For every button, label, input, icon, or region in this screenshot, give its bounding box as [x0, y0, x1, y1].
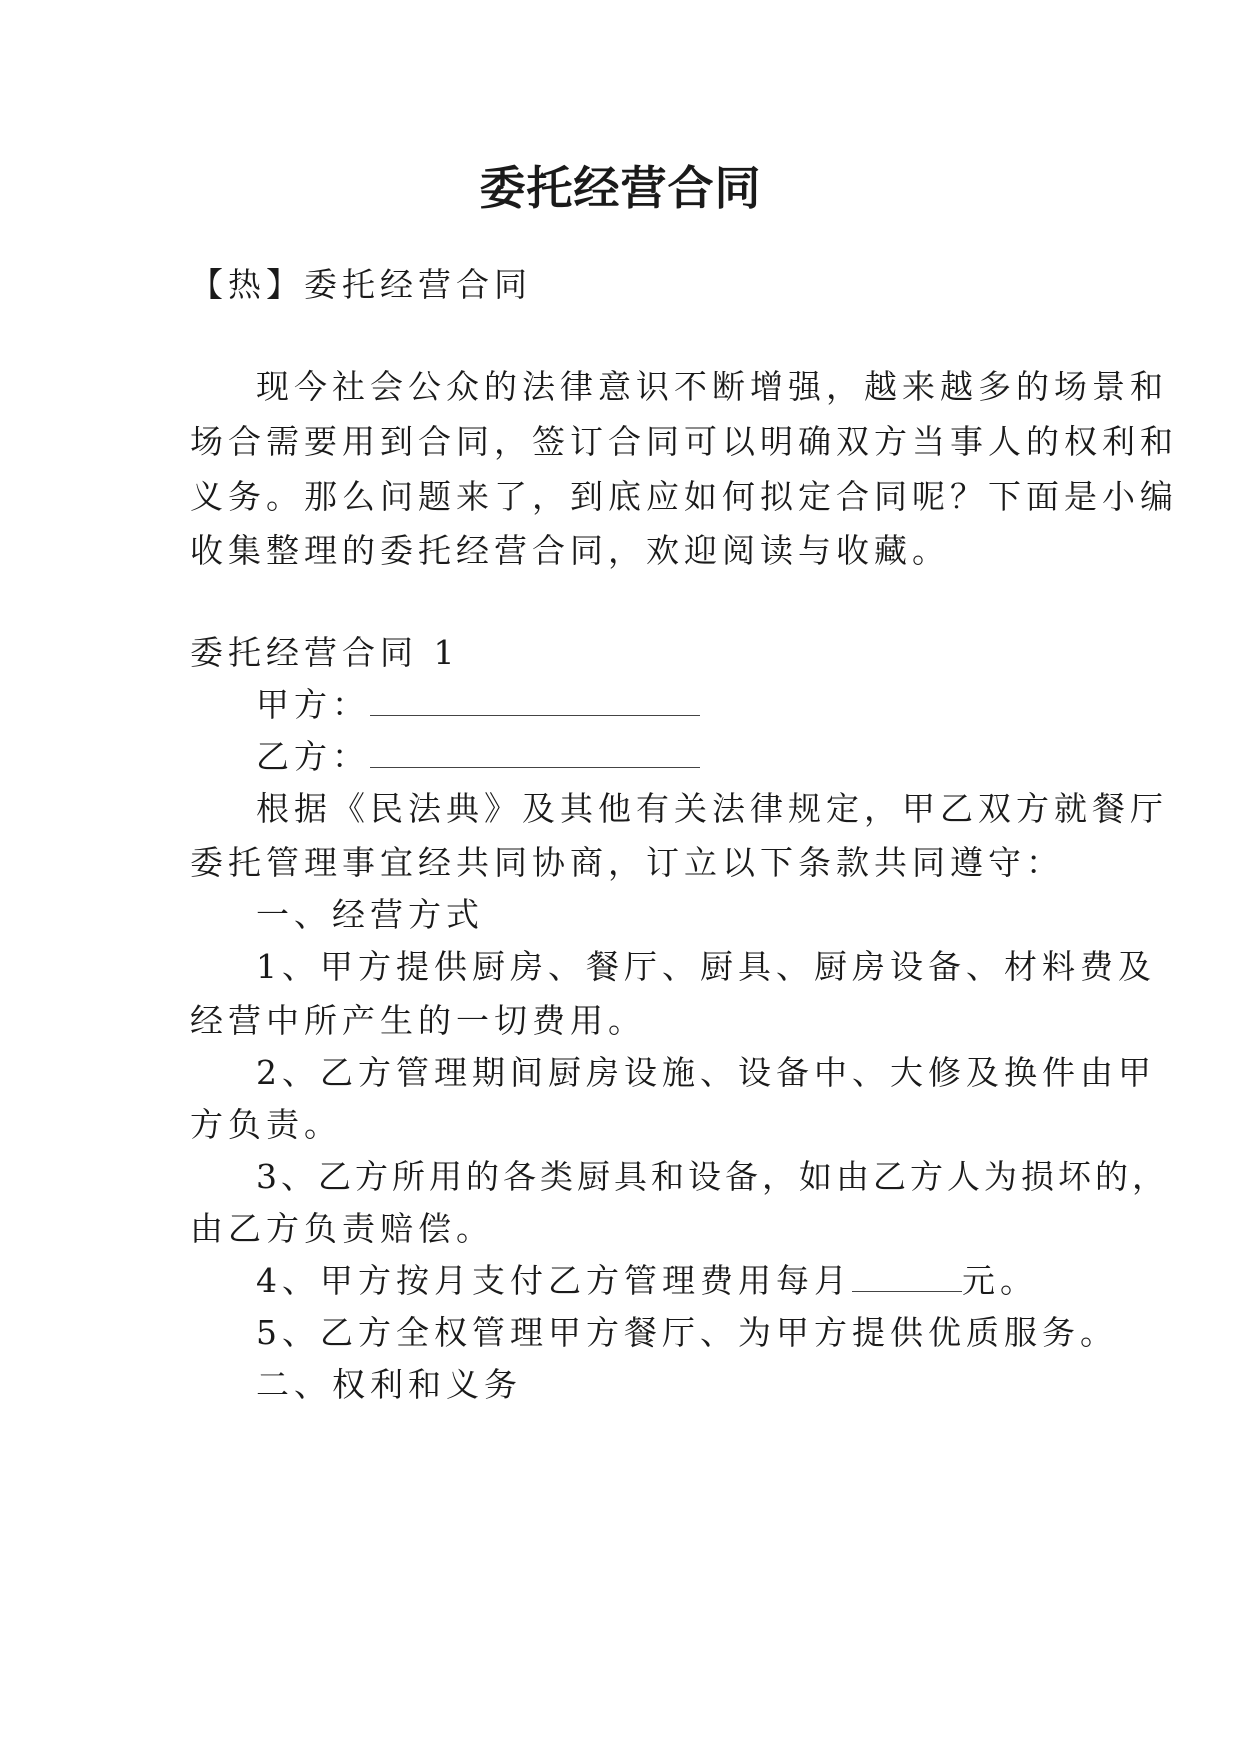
party-a-row — [256, 685, 700, 724]
item4-prefix: 4、甲方按月支付乙方管理费用每月 — [256, 1261, 852, 1300]
document-title: 委托经营合同 — [479, 161, 762, 215]
party-a-label: 甲方： — [256, 685, 370, 724]
item4-row — [256, 1261, 1038, 1300]
document-subtitle: 【热】委托经营合同 — [190, 265, 532, 304]
section1-heading: 一、经营方式 — [256, 895, 484, 934]
item1-line-2: 经营中所产生的一切费用。 — [190, 1001, 646, 1040]
item4-suffix: 元。 — [962, 1261, 1038, 1300]
intro-line-3: 义务。那么问题来了，到底应如何拟定合同呢？下面是小编 — [190, 477, 1178, 516]
contract-heading: 委托经营合同 1 — [190, 633, 460, 672]
item3-line-1: 3、乙方所用的各类厨具和设备，如由乙方人为损坏的， — [256, 1157, 1169, 1196]
preamble-line-1: 根据《民法典》及其他有关法律规定，甲乙双方就餐厅 — [256, 789, 1168, 828]
item3-line-2: 由乙方负责赔偿。 — [190, 1209, 494, 1248]
party-b-label: 乙方： — [256, 737, 370, 776]
item1-line-1: 1、甲方提供厨房、餐厅、厨具、厨房设备、材料费及 — [256, 947, 1156, 986]
party-a-blank — [370, 689, 700, 716]
intro-line-2: 场合需要用到合同，签订合同可以明确双方当事人的权利和 — [190, 422, 1178, 461]
intro-line-4: 收集整理的委托经营合同，欢迎阅读与收藏。 — [190, 531, 950, 570]
item2-line-2: 方负责。 — [190, 1105, 342, 1144]
intro-line-1: 现今社会公众的法律意识不断增强，越来越多的场景和 — [256, 367, 1168, 406]
party-b-blank — [370, 741, 700, 768]
party-b-row — [256, 737, 700, 776]
section2-heading: 二、权利和义务 — [256, 1365, 522, 1404]
preamble-line-2: 委托管理事宜经共同协商，订立以下条款共同遵守： — [190, 843, 1064, 882]
item5: 5、乙方全权管理甲方餐厅、为甲方提供优质服务。 — [256, 1313, 1118, 1352]
item4-amount-blank — [852, 1265, 962, 1292]
item2-line-1: 2、乙方管理期间厨房设施、设备中、大修及换件由甲 — [256, 1053, 1156, 1092]
